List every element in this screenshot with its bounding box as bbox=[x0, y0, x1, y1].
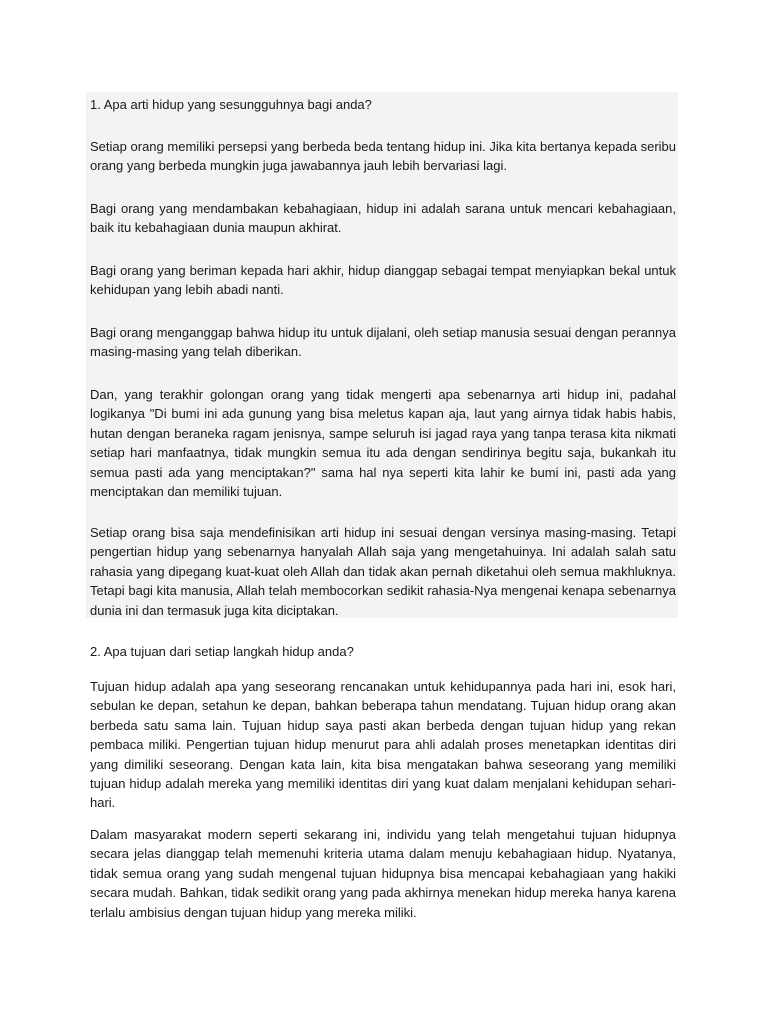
paragraph-happiness: Bagi orang yang mendambakan kebahagiaan, hidup ini adalah sarana untuk mencari kebahagiaan, baik itu kebahagiaan dunia maupun akhirat. bbox=[90, 201, 676, 236]
paragraph-modern-society: Dalam masyarakat modern seperti sekarang ini, individu yang telah mengetahui tujuan hidupnya secara jelas dianggap telah memenuhi kriteria utama dalam menuju kebahagiaan hidup. Nyatanya, tidak semua orang yang sudah mengenal tujuan hidupnya bisa mencapai kebahagiaan yang hakiki secara mudah. Bahkan, tidak sedikit orang yang pada akhirnya menekan hidup mereka hanya karena terlalu ambisius dengan tujuan hidup yang mereka miliki. bbox=[90, 827, 676, 920]
paragraph-life-goal: Tujuan hidup adalah apa yang seseorang rencanakan untuk kehidupannya pada hari ini, esok hari, sebulan ke depan, setahun ke depan, bahkan beberapa tahun mendatang. Tujuan hidup orang akan berbeda satu sama lain. Tujuan hidup saya pasti akan berbeda dengan tujuan hidup yang rekan pembaca miliki. Pengertian tujuan hidup menurut para ahli adalah proses menetapkan identitas diri yang dimiliki seseorang. Dengan kata lain, kita bisa mengatakan bahwa seseorang yang memiliki tujuan hidup adalah mereka yang memiliki identitas diri yang kuat dalam menjalani kehidupan sehari-hari. bbox=[90, 679, 676, 811]
heading-question-2: 2. Apa tujuan dari setiap langkah hidup anda? bbox=[90, 644, 354, 659]
paragraph-believers: Bagi orang yang beriman kepada hari akhir, hidup dianggap sebagai tempat menyiapkan bekal untuk kehidupan yang lebih abadi nanti. bbox=[90, 263, 676, 298]
paragraph-ignorant: Dan, yang terakhir golongan orang yang tidak mengerti apa sebenarnya arti hidup ini, padahal logikanya "Di bumi ini ada gunung yang bisa meletus kapan aja, laut yang airnya tidak habis habis, hutan dengan beraneka ragam jenisnya, sampe seluruh isi jagad raya yang tanpa terasa kita nikmati setiap hari manfaatnya, tidak mungkin semua itu ada dengan sendirinya begitu saja, bukankah itu semua pasti ada yang menciptakan?" sama hal nya seperti kita lahir ke bumi ini, pasti ada yang menciptakan dan memiliki tujuan. bbox=[90, 387, 676, 500]
paragraph-definition: Setiap orang bisa saja mendefinisikan arti hidup ini sesuai dengan versinya masing-masing. Tetapi pengertian hidup yang sebenarnya hanyalah Allah saja yang mengetahuinya. Ini adalah salah satu rahasia yang dipegang kuat-kuat oleh Allah dan tidak akan pernah diketahui oleh semua makhluknya. Tetapi bagi kita manusia, Allah telah membocorkan sedikit rahasia-Nya mengenai kenapa sebenarnya dunia ini dan termasuk juga kita diciptakan. bbox=[90, 525, 676, 618]
paragraph-perception: Setiap orang memiliki persepsi yang berbeda beda tentang hidup ini. Jika kita bertanya kepada seribu orang yang berbeda mungkin juga jawabannya jauh lebih bervariasi lagi. bbox=[90, 139, 676, 174]
heading-question-1: 1. Apa arti hidup yang sesungguhnya bagi anda? bbox=[90, 97, 372, 112]
paragraph-living: Bagi orang menganggap bahwa hidup itu untuk dijalani, oleh setiap manusia sesuai dengan perannya masing-masing yang telah diberikan. bbox=[90, 325, 676, 360]
